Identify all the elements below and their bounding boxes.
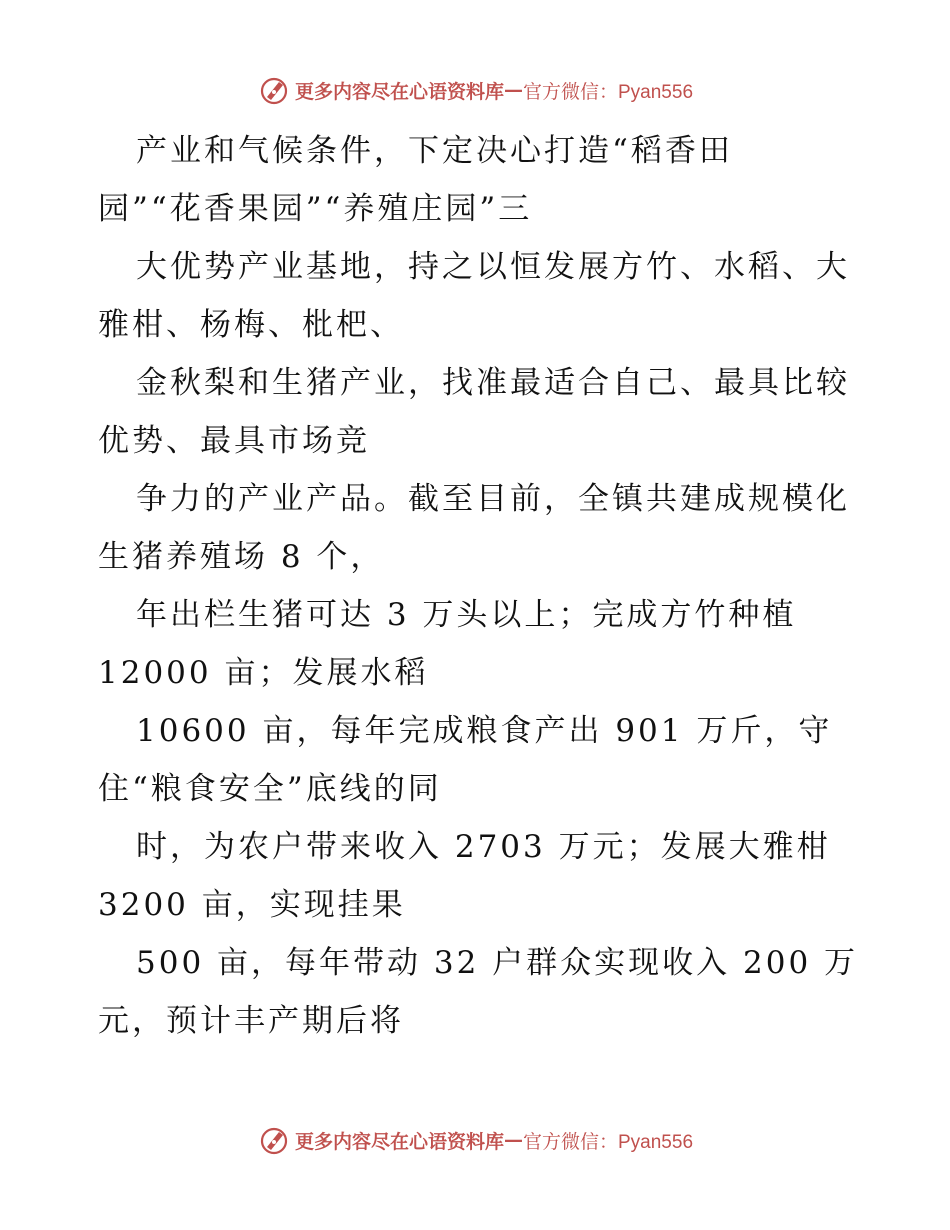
article-body — [98, 122, 858, 1050]
paragraph-line: 争力的产业产品。截至目前，全镇共建成规模化 — [136, 481, 850, 517]
paragraph-line: 雅柑、杨梅、枇杷、 — [98, 307, 404, 343]
paragraph-line: 金秋梨和生猪产业，找准最适合自己、最具比较 — [136, 365, 850, 401]
paragraph-line: 大优势产业基地，持之以恒发展方竹、水稻、大 — [136, 249, 850, 285]
paragraph-line: 时，为农户带来收入 2703 万元；发展大雅柑 — [136, 829, 831, 865]
paragraph — [98, 122, 858, 238]
paragraph-line: 10600 亩，每年完成粮食产出 901 万斤，守 — [136, 713, 833, 749]
paragraph-line: 12000 亩；发展水稻 — [98, 655, 429, 691]
pen-nib-logo-icon — [257, 73, 291, 107]
paragraph-line: 500 亩，每年带动 32 户群众实现收入 200 万 — [136, 945, 859, 981]
header-watermark — [0, 70, 950, 110]
paragraph-line: 产业和气候条件，下定决心打造“稻香田 — [136, 133, 733, 169]
footer-dash: — — [504, 1129, 523, 1151]
header-brand-text: 更多内容尽在心语资料库 — [294, 80, 504, 103]
paragraph-line: 3200 亩，实现挂果 — [98, 887, 406, 923]
header-dash: — — [504, 79, 523, 101]
header-contact-text: 官方微信：Pyan556 — [523, 81, 694, 103]
pen-nib-logo-icon — [257, 1123, 291, 1157]
footer-watermark — [0, 1120, 950, 1160]
footer-contact-text: 官方微信：Pyan556 — [523, 1131, 694, 1153]
paragraph-line: 元，预计丰产期后将 — [98, 1003, 404, 1039]
paragraph — [98, 354, 858, 470]
paragraph-line: 年出栏生猪可达 3 万头以上；完成方竹种植 — [136, 597, 797, 633]
paragraph-line: 园”“花香果园”“养殖庄园”三 — [98, 191, 533, 227]
paragraph — [98, 702, 858, 818]
paragraph-line: 优势、最具市场竞 — [98, 423, 370, 459]
paragraph — [98, 470, 858, 586]
paragraph — [98, 934, 858, 1050]
paragraph-line: 住“粮食安全”底线的同 — [98, 771, 442, 807]
footer-brand-text: 更多内容尽在心语资料库 — [294, 1130, 504, 1153]
paragraph-line: 生猪养殖场 8 个， — [98, 539, 385, 575]
paragraph — [98, 586, 858, 702]
paragraph — [98, 818, 858, 934]
paragraph — [98, 238, 858, 354]
